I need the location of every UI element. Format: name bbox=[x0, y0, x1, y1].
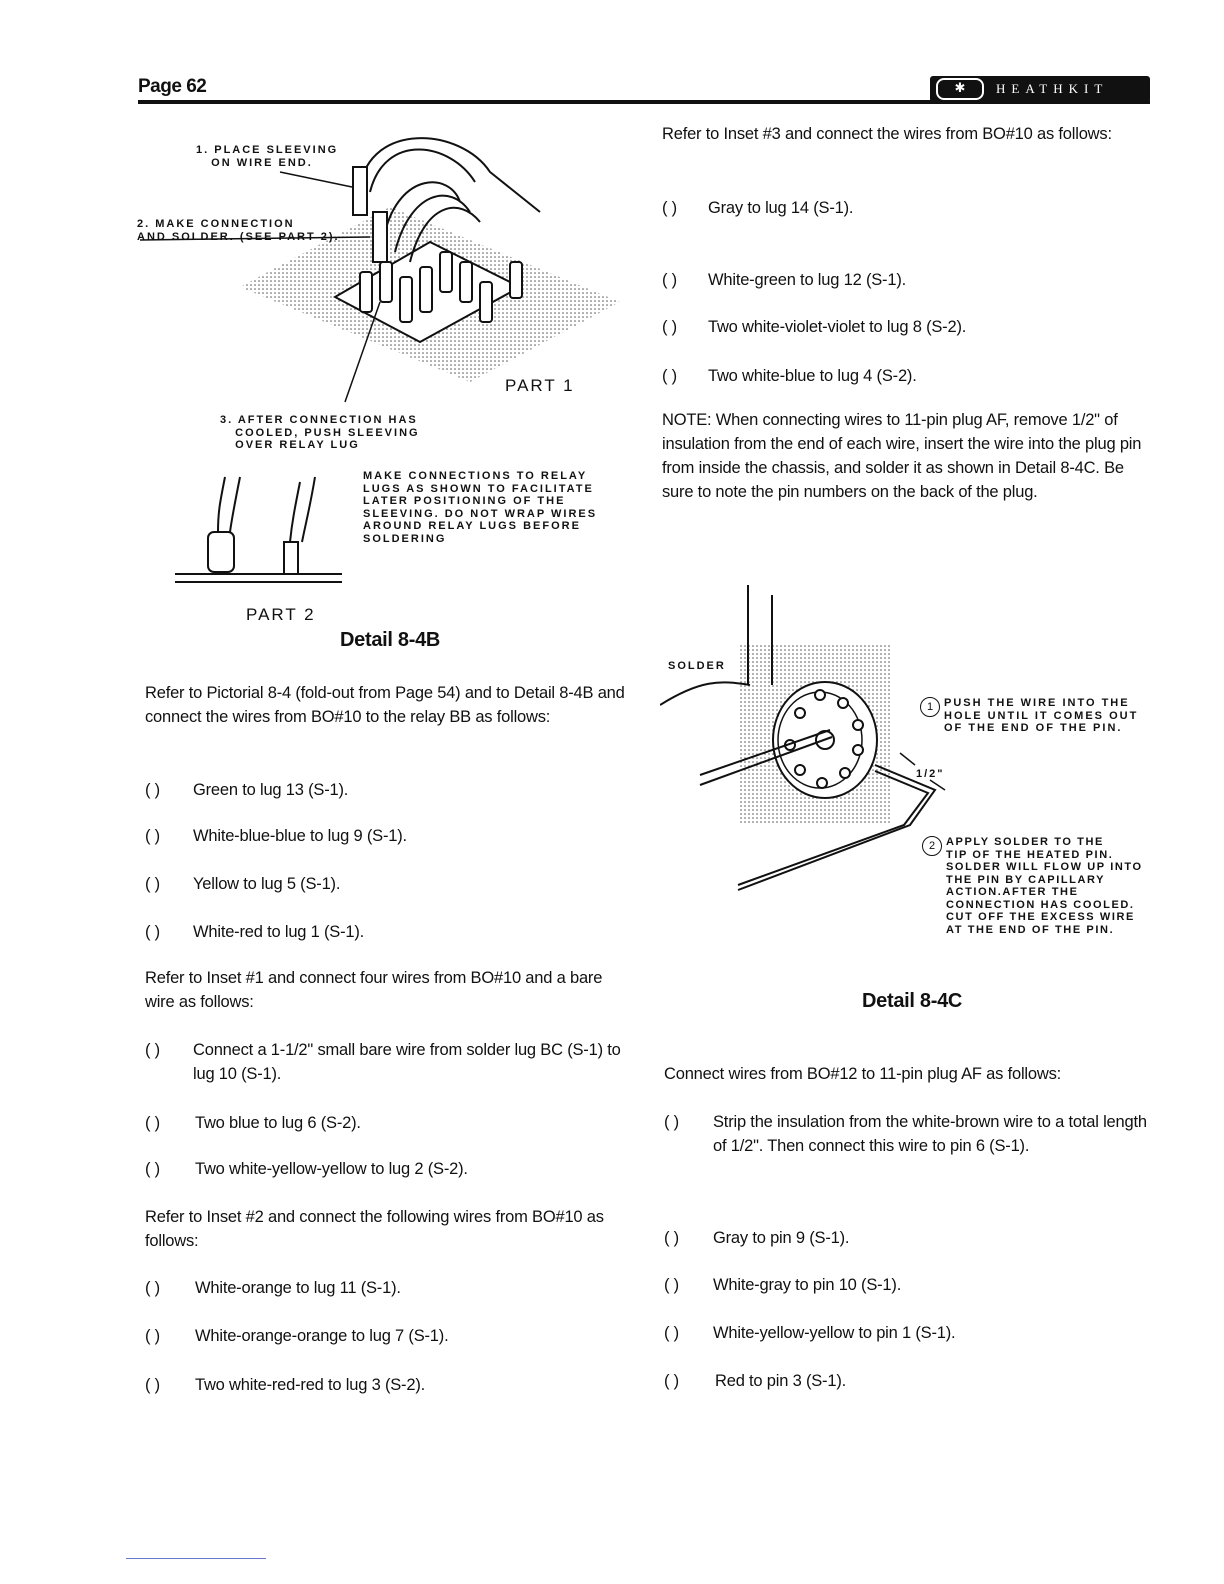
part2-label: PART 2 bbox=[246, 605, 316, 624]
checklist-item[interactable] bbox=[664, 1110, 1150, 1182]
checkbox[interactable]: ( ) bbox=[145, 1160, 160, 1178]
step-text: Gray to lug 14 (S-1). bbox=[708, 199, 854, 217]
checkbox[interactable]: ( ) bbox=[145, 1376, 160, 1394]
detail-8-4b-illustration bbox=[130, 112, 630, 632]
checklist-item[interactable] bbox=[664, 1321, 1150, 1345]
checkbox[interactable]: ( ) bbox=[664, 1324, 679, 1342]
checkbox[interactable]: ( ) bbox=[662, 271, 677, 289]
step-text: Gray to pin 9 (S-1). bbox=[713, 1229, 850, 1247]
checkbox[interactable]: ( ) bbox=[662, 318, 677, 336]
checkbox[interactable]: ( ) bbox=[145, 1041, 160, 1059]
step-text: White-green to lug 12 (S-1). bbox=[708, 271, 906, 289]
step2-text: APPLY SOLDER TO THE TIP OF THE HEATED PIN. SOLDER WILL FLOW UP INTO THE PIN BY CAPILLARY ACTION.AFTER THE CONNECTION HAS COOLED. CUT OFF THE EXCESS WIRE AT THE END OF THE PIN. bbox=[946, 836, 1143, 936]
step-text: White-yellow-yellow to pin 1 (S-1). bbox=[713, 1324, 956, 1342]
step-text: Two white-yellow-yellow to lug 2 (S-2). bbox=[195, 1160, 468, 1178]
step1-number: 1 bbox=[920, 697, 940, 717]
checklist-item[interactable] bbox=[662, 315, 1148, 339]
checklist-item[interactable] bbox=[145, 1324, 635, 1348]
step-text: White-gray to pin 10 (S-1). bbox=[713, 1276, 902, 1294]
checkbox[interactable]: ( ) bbox=[145, 1114, 160, 1132]
checkbox[interactable]: ( ) bbox=[145, 875, 160, 893]
checklist-item[interactable] bbox=[662, 196, 1148, 220]
detail-8-4b-caption: Detail 8-4B bbox=[340, 629, 441, 651]
step1-text: PUSH THE WIRE INTO THE HOLE UNTIL IT COMES OUT OF THE END OF THE PIN. bbox=[944, 697, 1139, 734]
checklist-item[interactable] bbox=[145, 1276, 635, 1300]
step-text: Yellow to lug 5 (S-1). bbox=[193, 875, 341, 893]
checkbox[interactable]: ( ) bbox=[145, 827, 160, 845]
checkbox[interactable]: ( ) bbox=[662, 199, 677, 217]
checkbox[interactable]: ( ) bbox=[145, 781, 160, 799]
logo-mark-icon: ✱ bbox=[936, 78, 984, 100]
checklist-item[interactable] bbox=[145, 824, 635, 848]
inset2-paragraph: Refer to Inset #2 and connect the following wires from BO#10 as follows: bbox=[145, 1208, 604, 1250]
step-text: Two white-blue to lug 4 (S-2). bbox=[708, 367, 917, 385]
note-paragraph: NOTE: When connecting wires to 11-pin plug AF, remove 1/2" of insulation from the end of each wire, insert the wire into the plug pin from inside the chassis, and solder it as shown in Detail 8-4C. Be sure to note the pin numbers on the back of the plug. bbox=[662, 411, 1142, 501]
step-text: White-orange to lug 11 (S-1). bbox=[195, 1279, 401, 1297]
checkbox[interactable]: ( ) bbox=[145, 1279, 160, 1297]
step-text: White-red to lug 1 (S-1). bbox=[193, 923, 365, 941]
callout-after-connection: 3. AFTER CONNECTION HAS COOLED, PUSH SLEEVING OVER RELAY LUG bbox=[220, 414, 420, 451]
inset3-paragraph: Refer to Inset #3 and connect the wires from BO#10 as follows: bbox=[662, 125, 1112, 143]
header-rule bbox=[138, 100, 1150, 104]
checklist-item[interactable] bbox=[662, 364, 1148, 388]
checklist-item[interactable] bbox=[145, 872, 635, 896]
dimension-mark bbox=[900, 753, 915, 765]
checklist-item[interactable] bbox=[662, 268, 1148, 292]
dimension-label: 1/2" bbox=[916, 768, 945, 780]
step-text: Strip the insulation from the white-brown wire to a total length of 1/2". Then connect this wire to pin 6 (S-1). bbox=[713, 1113, 1147, 1155]
checkbox[interactable]: ( ) bbox=[664, 1372, 679, 1390]
checklist-item[interactable] bbox=[145, 778, 635, 802]
part2-lugs bbox=[175, 477, 342, 582]
intro-paragraph: Refer to Pictorial 8-4 (fold-out from Page 54) and to Detail 8-4B and connect the wires from BO#10 to the relay BB as follows: bbox=[145, 684, 625, 726]
logo-text: HEATHKIT bbox=[996, 81, 1109, 96]
checklist-item[interactable] bbox=[145, 1038, 635, 1086]
step-text: Red to pin 3 (S-1). bbox=[715, 1372, 847, 1390]
callout-place-sleeving: 1. PLACE SLEEVING ON WIRE END. bbox=[196, 144, 339, 169]
step-text: White-orange-orange to lug 7 (S-1). bbox=[195, 1327, 449, 1345]
detail-8-4c-caption: Detail 8-4C bbox=[862, 990, 963, 1012]
detail-8-4c-illustration bbox=[660, 585, 960, 905]
step2-number: 2 bbox=[922, 836, 942, 856]
checklist-item[interactable] bbox=[145, 1111, 635, 1135]
solder-label: SOLDER bbox=[668, 660, 726, 672]
checklist-item[interactable] bbox=[664, 1226, 1150, 1250]
part1-label: PART 1 bbox=[505, 376, 575, 395]
checkbox[interactable]: ( ) bbox=[662, 367, 677, 385]
inset1-paragraph: Refer to Inset #1 and connect four wires from BO#10 and a bare wire as follows: bbox=[145, 969, 603, 1011]
step-text: Two blue to lug 6 (S-2). bbox=[195, 1114, 361, 1132]
sleeving bbox=[353, 167, 367, 215]
step-text: White-blue-blue to lug 9 (S-1). bbox=[193, 827, 407, 845]
checklist-item[interactable] bbox=[664, 1273, 1150, 1297]
step-text: Green to lug 13 (S-1). bbox=[193, 781, 349, 799]
checkbox[interactable]: ( ) bbox=[145, 923, 160, 941]
checklist-item[interactable] bbox=[145, 920, 635, 944]
callout-make-connection: 2. MAKE CONNECTION AND SOLDER. (SEE PART 2). bbox=[137, 218, 340, 243]
checklist-item[interactable] bbox=[145, 1373, 635, 1397]
part2-note: MAKE CONNECTIONS TO RELAY LUGS AS SHOWN TO FACILITATE LATER POSITIONING OF THE SLEEVING. DO NOT WRAP WIRES AROUND RELAY LUGS BEFORE SOLDERING bbox=[363, 470, 598, 545]
step-text: Two white-violet-violet to lug 8 (S-2). bbox=[708, 318, 967, 336]
checkbox[interactable]: ( ) bbox=[664, 1276, 679, 1294]
sleeving bbox=[373, 212, 387, 262]
checklist-item[interactable] bbox=[145, 1157, 635, 1181]
checkbox[interactable]: ( ) bbox=[664, 1113, 679, 1131]
step-text: Two white-red-red to lug 3 (S-2). bbox=[195, 1376, 425, 1394]
step-text: Connect a 1-1/2" small bare wire from solder lug BC (S-1) to lug 10 (S-1). bbox=[193, 1041, 621, 1083]
footer-rule bbox=[126, 1558, 266, 1559]
bo12-paragraph: Connect wires from BO#12 to 11-pin plug AF as follows: bbox=[664, 1065, 1062, 1083]
heathkit-logo bbox=[930, 76, 1150, 102]
checkbox[interactable]: ( ) bbox=[145, 1327, 160, 1345]
checkbox[interactable]: ( ) bbox=[664, 1229, 679, 1247]
checklist-item[interactable] bbox=[664, 1369, 1150, 1393]
page-number: Page 62 bbox=[138, 76, 207, 97]
